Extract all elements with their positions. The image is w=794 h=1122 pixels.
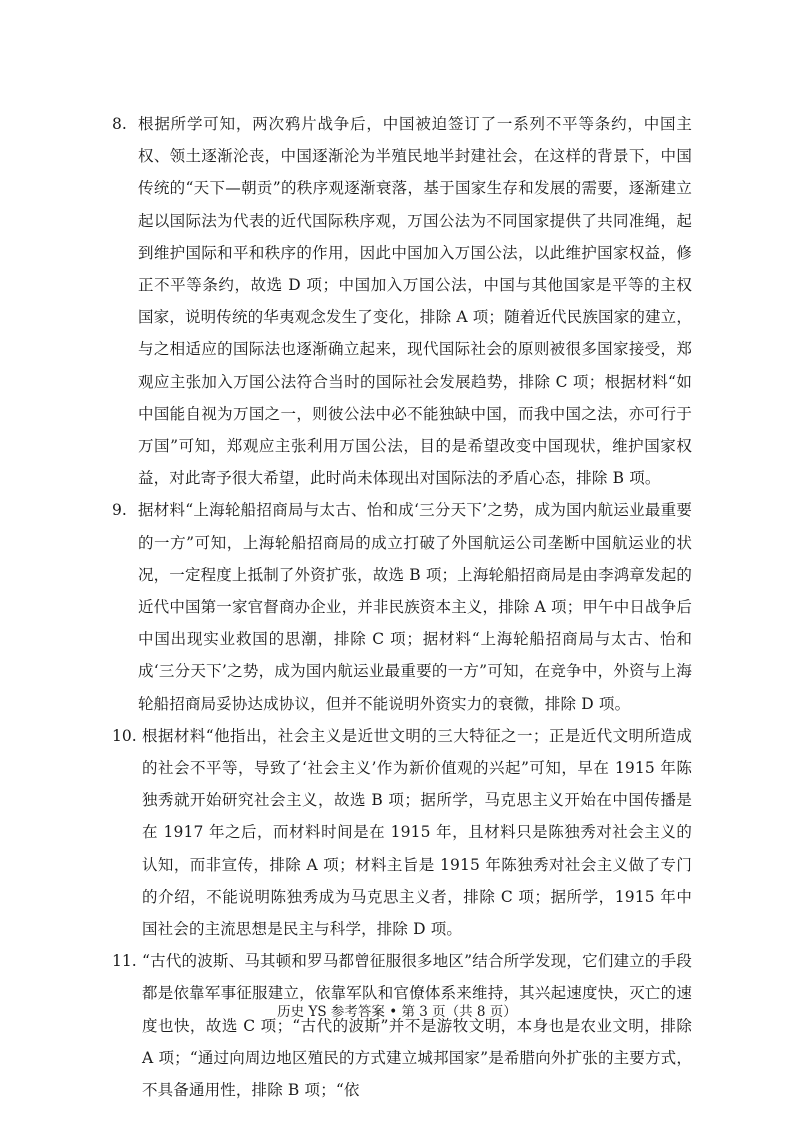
answer-number: 8.: [112, 115, 127, 133]
page-footer: 历史 YS 参考答案 • 第 3 页（共 8 页）: [277, 1004, 517, 1020]
answer-number: 9.: [112, 501, 127, 520]
answer-number: 10.: [112, 726, 137, 745]
answer-item-11: [112, 945, 692, 1106]
answer-text: 根据所学可知，两次鸦片战争后，中国被迫签订了一系列不平等条约，中国主权、领土逐渐沦丧，中国逐渐沦为半殖民地半封建社会，在这样的背景下，中国传统的“天下—朝贡”的秩序观逐渐衰落，基于国家生存和发展的需要，逐渐建立起以国际法为代表的近代国际秩序观，万国公法为不同国家提供了共同准绳，起到维护国际和平和秩序的作用，因此中国加入万国公法，以此维护国家权益，修正不平等条约，故选 D 项；中国加入万国公法，中国与其他国家是平等的主权国家，说明传统的华夷观念发生了变化，排除 A 项；随着近代民族国家的建立，与之相适应的国际法也逐渐确立起来，现代国际社会的原则被很多国家接受，郑观应主张加入万国公法符合当时的国际社会发展趋势，排除 C 项；根据材料“如中国能自视为万国之一，则彼公法中必不能独缺中国，而我中国之法，亦可行于万国”可知，郑观应主张利用万国公法，目的是希望改变中国现状，维护国家权益，对此寄予很大希望，此时尚未体现出对国际法的矛盾心态，排除 B 项。: [138, 115, 692, 488]
answer-item-8: [112, 108, 692, 494]
answer-list: [112, 108, 692, 1106]
answer-item-9: [112, 494, 692, 719]
answer-text: “古代的波斯、马其顿和罗马都曾征服很多地区”结合所学发现，它们建立的手段都是依靠军事征服建立，依靠军队和官僚体系来维持，其兴起速度快，灭亡的速度也快，故选 C 项；“古代的波斯”并不是游牧文明，本身也是农业文明，排除 A 项；“通过向周边地区殖民的方式建立城邦国家”是希腊向外扩张的主要方式，不具备通用性，排除 B 项；“依: [142, 952, 692, 1100]
answer-text: 据材料“上海轮船招商局与太古、怡和成‘三分天下’之势，成为国内航运业最重要的一方”可知，上海轮船招商局的成立打破了外国航运公司垄断中国航运业的状况，一定程度上抵制了外资扩张，故选 B 项；上海轮船招商局是由李鸿章发起的近代中国第一家官督商办企业，并非民族资本主义，排除 A 项；甲午中日战争后中国出现实业救国的思潮，排除 C 项；据材料“上海轮船招商局与太古、怡和成‘三分天下’之势，成为国内航运业最重要的一方”可知，在竞争中，外资与上海轮船招商局妥协达成协议，但并不能说明外资实力的衰微，排除 D 项。: [138, 501, 692, 713]
answer-text: 根据材料“他指出，社会主义是近世文明的三大特征之一；正是近代文明所造成的社会不平等，导致了‘社会主义’作为新价值观的兴起”可知，早在 1915 年陈独秀就开始研究社会主义，故选 B 项；据所学，马克思主义开始在中国传播是在 1917 年之后，而材料时间是在 1915 年，且材料只是陈独秀对社会主义的认知，而非宣传，排除 A 项；材料主旨是 1915 年陈独秀对社会主义做了专门的介绍，不能说明陈独秀成为马克思主义者，排除 C 项；据所学，1915 年中国社会的主流思想是民主与科学，排除 D 项。: [142, 726, 692, 939]
answer-item-10: [112, 720, 692, 945]
answer-number: 11.: [112, 952, 137, 971]
